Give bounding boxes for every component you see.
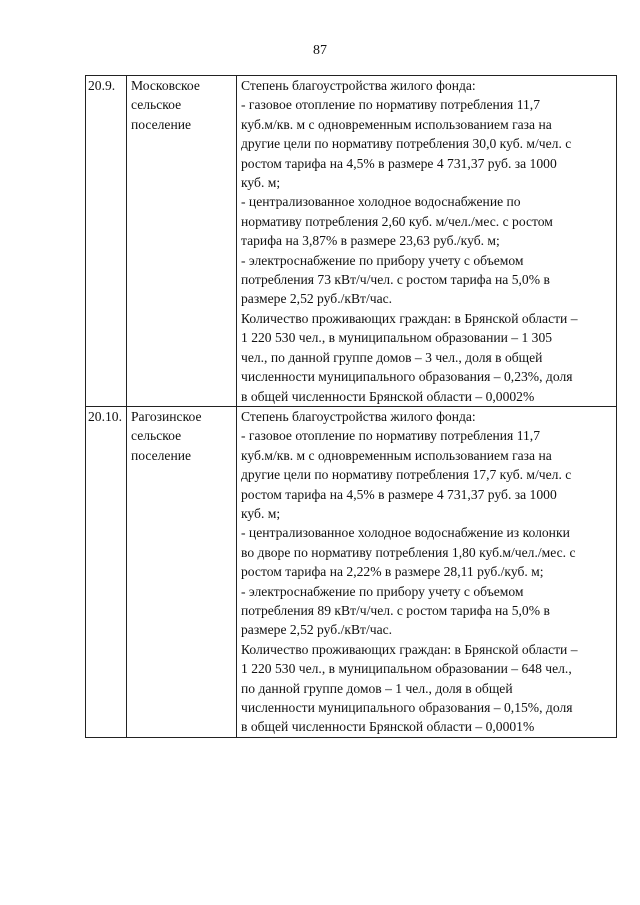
- description-line: куб. м;: [241, 175, 281, 191]
- description-line: Степень благоустройства жилого фонда:: [241, 78, 476, 93]
- description-line: - электроснабжение по прибору учету с объемом: [241, 583, 524, 599]
- description-line: размере 2,52 руб./кВт/час.: [241, 622, 393, 638]
- description-line: - газовое отопление по нормативу потребления 11,7: [241, 428, 540, 444]
- description-line: чел., по данной группе домов – 3 чел., доля в общей: [241, 349, 543, 365]
- description-line: тарифа на 3,87% в размере 23,63 руб./куб. м;: [241, 233, 500, 249]
- description-line: куб.м/кв. м с одновременным использованием газа на: [241, 447, 552, 463]
- description-line: другие цели по нормативу потребления 17,7 куб. м/чел. с: [241, 467, 572, 483]
- settlement-name-line: поселение: [131, 447, 192, 463]
- description-line: ростом тарифа на 2,22% в размере 28,11 руб./куб. м;: [241, 564, 544, 580]
- description-line: ростом тарифа на 4,5% в размере 4 731,37 руб. за 1000: [241, 486, 557, 502]
- description-line: 1 220 530 чел., в муниципальном образовании – 648 чел.,: [241, 661, 572, 677]
- description-line: нормативу потребления 2,60 куб. м/чел./мес. с ростом: [241, 213, 553, 229]
- description-line: потребления 73 кВт/ч/чел. с ростом тарифа на 5,0% в: [241, 272, 550, 288]
- settlements-table: [85, 75, 617, 738]
- row-number: 20.9.: [86, 76, 127, 407]
- table-row: [86, 76, 617, 407]
- description-line: - электроснабжение по прибору учету с объемом: [241, 252, 524, 268]
- settlement-name-line: сельское: [131, 428, 182, 444]
- description-line: ростом тарифа на 4,5% в размере 4 731,37 руб. за 1000: [241, 155, 557, 171]
- settlement-name-cell: [127, 76, 237, 407]
- settlement-name-cell: [127, 406, 237, 737]
- description-line: - газовое отопление по нормативу потребления 11,7: [241, 97, 540, 113]
- description-cell: [237, 406, 617, 737]
- description-line: другие цели по нормативу потребления 30,0 куб. м/чел. с: [241, 136, 572, 152]
- settlement-name-line: Московское: [131, 78, 200, 93]
- description-line: во дворе по нормативу потребления 1,80 куб.м/чел./мес. с: [241, 544, 576, 560]
- description-line: 1 220 530 чел., в муниципальном образовании – 1 305: [241, 330, 553, 346]
- row-number: 20.10.: [86, 406, 127, 737]
- table-row: [86, 406, 617, 737]
- description-line: - централизованное холодное водоснабжение по: [241, 194, 521, 210]
- description-line: по данной группе домов – 1 чел., доля в общей: [241, 680, 513, 696]
- description-line: размере 2,52 руб./кВт/час.: [241, 291, 393, 307]
- description-cell: [237, 76, 617, 407]
- description-line: численности муниципального образования – 0,23%, доля: [241, 369, 573, 385]
- description-line: Количество проживающих граждан: в Брянской области –: [241, 641, 578, 657]
- page-number: 87: [313, 43, 327, 58]
- description-line: потребления 89 кВт/ч/чел. с ростом тарифа на 5,0% в: [241, 602, 550, 618]
- description-line: Количество проживающих граждан: в Брянской области –: [241, 310, 578, 326]
- description-line: куб.м/кв. м с одновременным использованием газа на: [241, 116, 552, 132]
- settlement-name-line: Рагозинское: [131, 408, 202, 424]
- description-line: в общей численности Брянской области – 0,0001%: [241, 719, 535, 735]
- description-line: - централизованное холодное водоснабжение из колонки: [241, 525, 570, 541]
- settlement-name-line: сельское: [131, 97, 182, 113]
- description-line: в общей численности Брянской области – 0,0002%: [241, 388, 535, 404]
- description-line: Степень благоустройства жилого фонда:: [241, 408, 476, 424]
- settlement-name-line: поселение: [131, 116, 192, 132]
- description-line: куб. м;: [241, 505, 281, 521]
- description-line: численности муниципального образования – 0,15%, доля: [241, 700, 573, 715]
